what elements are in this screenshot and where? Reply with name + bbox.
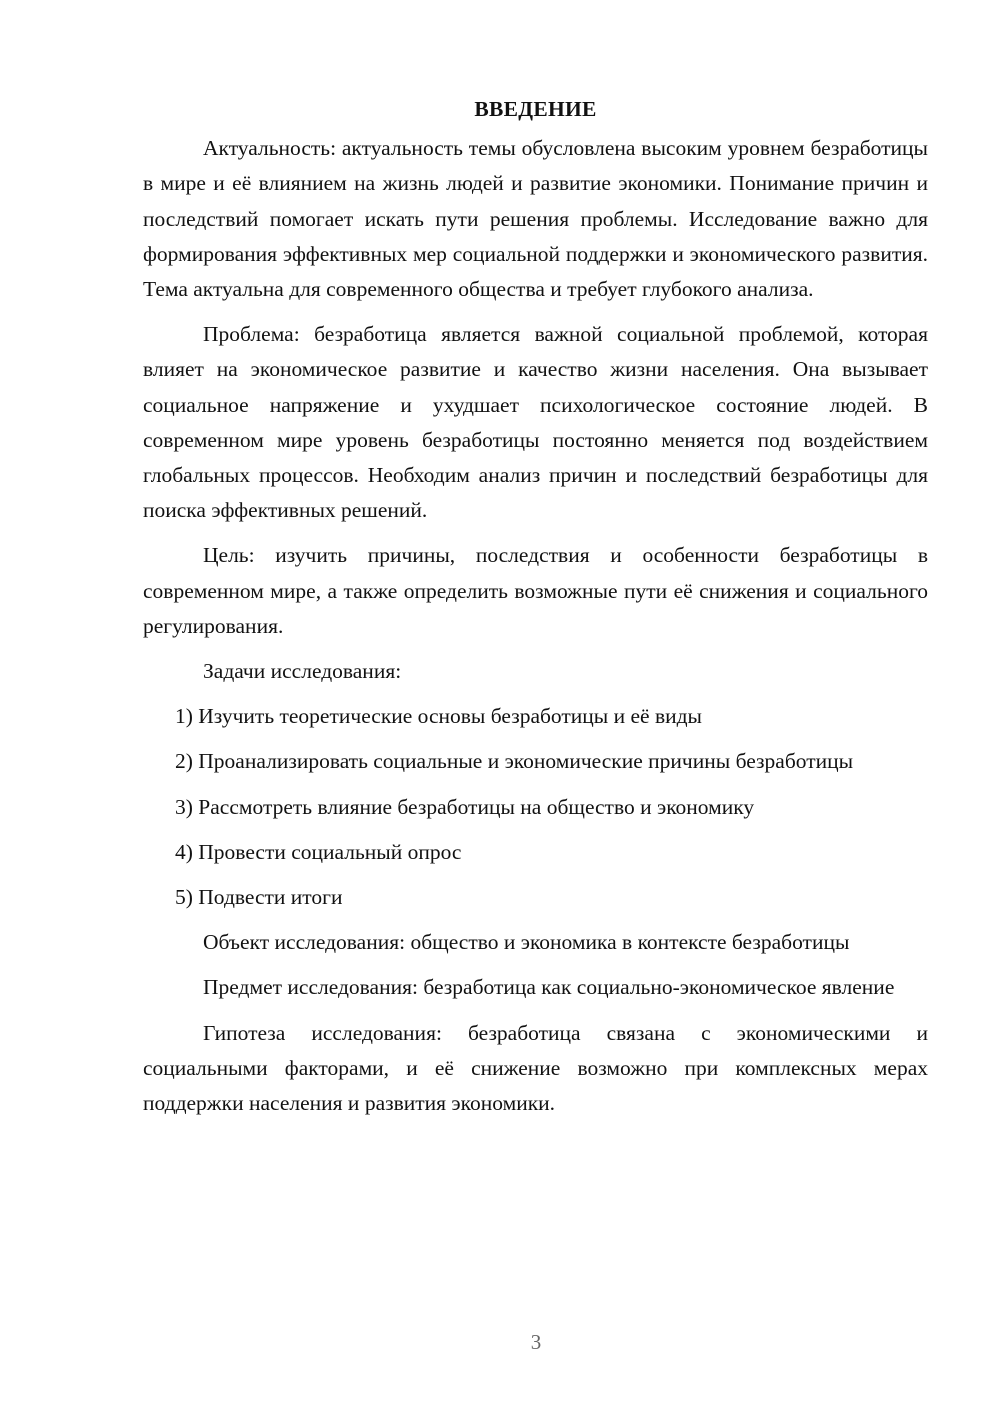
task-item-3: 3) Рассмотреть влияние безработицы на общество и экономику [175,794,755,819]
relevance-paragraph: Актуальность: актуальность темы обусловлена высоким уровнем безработицы в мире и её влиянием на жизнь людей и развитие экономики. Понимание причин и последствий помогает искать пути решения проблемы. Исследование важно для формирования эффективных мер социальной поддержки и экономического развития. Тема актуальна для современного общества и требует глубокого анализа. [143,136,928,302]
tasks-title: Задачи исследования: [203,659,402,684]
tasks-list [143,699,928,915]
task-item-1: 1) Изучить теоретические основы безработицы и её виды [175,704,703,729]
goal-paragraph: Цель: изучить причины, последствия и особенности безработицы в современном мире, а также определить возможные пути её снижения и социального регулирования. [143,543,928,638]
problem-paragraph: Проблема: безработица является важной социальной проблемой, которая влияет на экономическое развитие и качество жизни населения. Она вызывает социальное напряжение и ухудшает психологическое состояние людей. В современном мире уровень безработицы постоянно меняется под воздействием глобальных процессов. Необходим анализ причин и последствий безработицы для поиска эффективных решений. [143,322,928,523]
page-number: 3 [530,1330,542,1354]
section-heading: ВВЕДЕНИЕ [474,97,597,121]
task-item-2: 2) Проанализировать социальные и экономические причины безработицы [175,749,854,774]
task-item-5: 5) Подвести итоги [175,885,343,910]
hypothesis-paragraph: Гипотеза исследования: безработица связана с экономическими и социальными факторами, и её снижение возможно при комплексных мерах поддержки населения и развития экономики. [143,1020,928,1116]
subject-paragraph: Предмет исследования: безработица как социально-экономическое явление [203,975,895,1000]
page-content [143,92,928,1131]
object-paragraph: Объект исследования: общество и экономика в контексте безработицы [203,930,850,955]
task-item-4: 4) Провести социальный опрос [175,839,462,864]
